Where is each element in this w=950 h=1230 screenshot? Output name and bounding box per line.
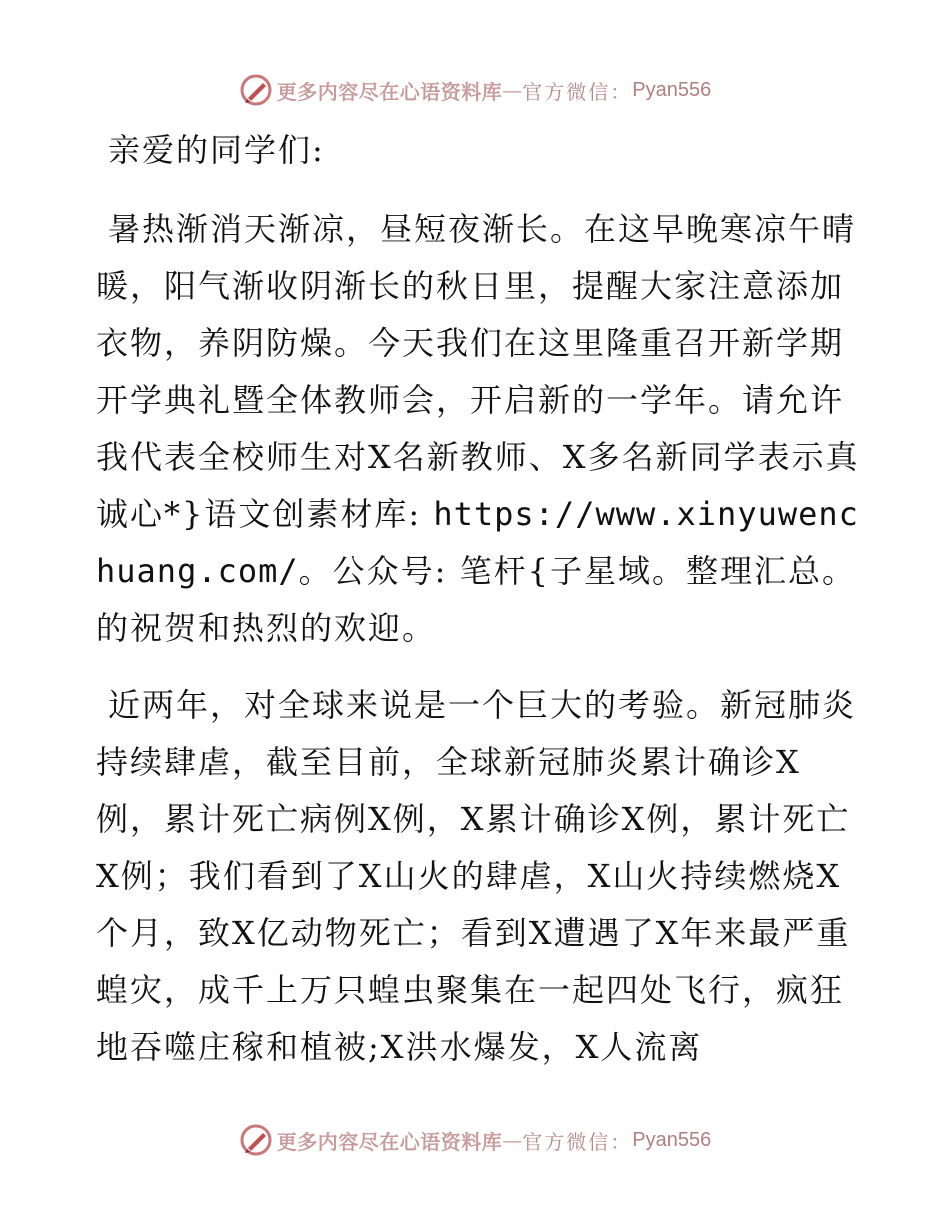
pen-logo-icon	[239, 73, 273, 107]
document-body	[96, 122, 866, 1096]
paragraph-1	[96, 201, 866, 657]
watermark-dash: —	[502, 1128, 523, 1152]
watermark-sub: 官方微信：	[522, 79, 633, 104]
watermark-id: Pyan556	[632, 1128, 712, 1151]
watermark-sub: 官方微信：	[522, 1129, 633, 1154]
watermark-brand: 更多内容尽在心语资料库	[276, 79, 503, 104]
paragraph-1-url: https://www.xinyuwenchuang.com/	[96, 495, 859, 590]
paragraph-2: 近两年，对全球来说是一个巨大的考验。新冠肺炎持续肆虐，截至目前，全球新冠肺炎累计确诊X例，累计死亡病例X例，X累计确诊X例，累计死亡X例；我们看到了X山火的肆虐，X山火持续燃烧X个月，致X亿动物死亡；看到X遭遇了X年来最严重蝗灾，成千上万只蝗虫聚集在一起四处飞行，疯狂地吞噬庄稼和植被;X洪水爆发，X人流离	[96, 686, 857, 1066]
pen-logo-icon	[239, 1123, 273, 1157]
greeting: 亲爱的同学们:	[108, 131, 325, 169]
watermark-id: Pyan556	[632, 78, 712, 101]
footer-watermark	[0, 1120, 950, 1160]
paragraph-1-text: 暑热渐消天渐凉，昼短夜渐长。在这早晚寒凉午晴暖，阳气渐收阴渐长的秋日里，提醒大家注意添加衣物，养阴防燥。今天我们在这里隆重召开新学期开学典礼暨全体教师会，开启新的一学年。请允许我代表全校师生对X名新教师、X多名新同学表示真诚心*}语文创素材库:	[96, 210, 860, 533]
watermark-brand: 更多内容尽在心语资料库	[276, 1129, 503, 1154]
watermark-dash: —	[502, 78, 523, 102]
paragraph-1-text-end: 。公众号: 笔杆{子星域。整理汇总。的祝贺和热烈的欢迎。	[96, 552, 856, 647]
header-watermark	[0, 70, 950, 110]
